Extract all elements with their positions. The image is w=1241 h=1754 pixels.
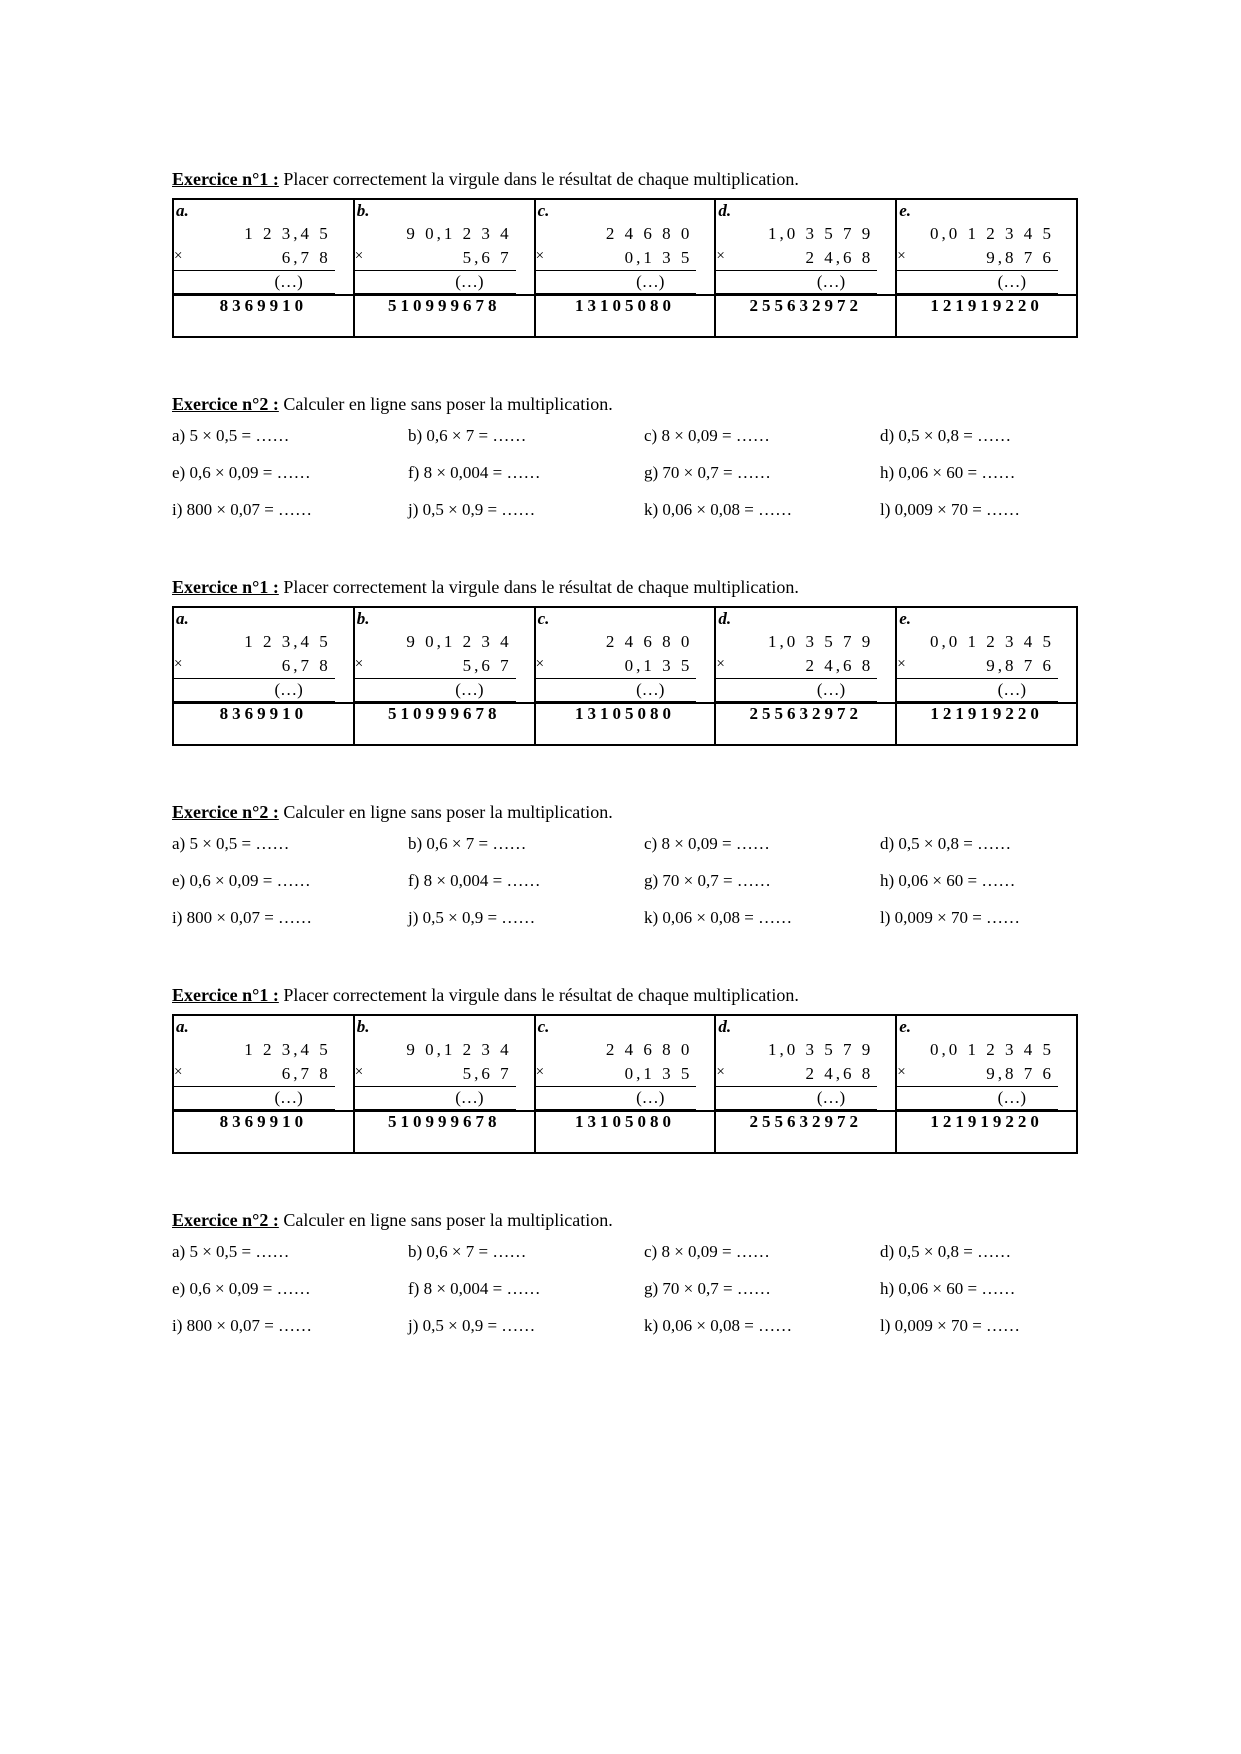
calc-item-d: d) 0,5 × 0,8 = ……	[880, 1241, 1012, 1261]
times-sign: ×	[716, 656, 725, 672]
times-sign: ×	[535, 1064, 545, 1080]
exercise2-copy-3	[172, 1207, 1080, 1344]
exercise2-title	[172, 391, 1080, 417]
rule-line	[174, 1086, 335, 1087]
mult-cell-a	[174, 608, 353, 702]
exercise2-label: Exercice n°2 :	[172, 802, 279, 822]
cell-letter: e.	[899, 609, 911, 628]
partial-products-placeholder: (…)	[636, 1088, 665, 1107]
factor1: 9 0,1 2 3 4	[406, 224, 512, 243]
factor2: 2 4,6 8	[805, 656, 874, 675]
mult-cell-b	[355, 1016, 534, 1110]
rule-line	[897, 270, 1058, 271]
rule-line	[716, 701, 877, 702]
factor1: 9 0,1 2 3 4	[406, 632, 512, 651]
cell-letter: e.	[899, 201, 911, 220]
factor1: 1 2 3,4 5	[244, 632, 331, 651]
calc-item-c: c) 8 × 0,09 = ……	[644, 1241, 770, 1261]
rule-line	[536, 1109, 697, 1110]
calc-item-f: f) 8 × 0,004 = ……	[408, 1278, 541, 1298]
partial-products-placeholder: (…)	[636, 272, 665, 291]
exercise2-title	[172, 799, 1080, 825]
factor2: 9,8 7 6	[986, 656, 1054, 675]
calc-item-e: e) 0,6 × 0,09 = ……	[172, 870, 311, 890]
times-sign: ×	[535, 656, 545, 672]
mult-cell-a	[174, 200, 353, 294]
rule-line	[536, 270, 697, 271]
calc-row	[172, 1307, 1080, 1344]
product-a: 8369910	[173, 295, 354, 337]
mult-cell-e	[897, 200, 1076, 294]
mult-cell-d	[716, 1016, 895, 1110]
calc-item-i: i) 800 × 0,07 = ……	[172, 907, 313, 927]
partial-products-placeholder: (…)	[274, 680, 303, 699]
product-c: 13105080	[535, 1111, 716, 1153]
factor2: 5,6 7	[462, 248, 512, 267]
factor1: 1 2 3,4 5	[244, 224, 331, 243]
factor1: 9 0,1 2 3 4	[406, 1040, 512, 1059]
product-a: 8369910	[173, 703, 354, 745]
mult-cell-e	[897, 1016, 1076, 1110]
product-d: 255632972	[715, 703, 896, 745]
rule-line	[174, 701, 335, 702]
exercise2-instruction: Calculer en ligne sans poser la multiplication.	[278, 802, 613, 822]
calc-row	[172, 491, 1080, 528]
factor1: 2 4 6 8 0	[605, 224, 693, 243]
calc-item-e: e) 0,6 × 0,09 = ……	[172, 462, 311, 482]
partial-products-placeholder: (…)	[274, 1088, 303, 1107]
product-b: 510999678	[354, 295, 535, 337]
mult-cell-d	[716, 608, 895, 702]
mult-cell-b	[355, 200, 534, 294]
factor1: 0,0 1 2 3 4 5	[930, 632, 1054, 651]
exercise1-label: Exercice n°1 :	[172, 577, 279, 597]
multiplication-table	[172, 198, 1078, 338]
rule-line	[897, 1109, 1058, 1110]
product-b: 510999678	[354, 1111, 535, 1153]
calc-item-i: i) 800 × 0,07 = ……	[172, 499, 313, 519]
calc-item-h: h) 0,06 × 60 = ……	[880, 462, 1016, 482]
calc-item-g: g) 70 × 0,7 = ……	[644, 870, 771, 890]
rule-line	[174, 270, 335, 271]
times-sign: ×	[174, 1064, 183, 1080]
cell-letter: c.	[537, 201, 550, 220]
mult-cell-c	[536, 608, 715, 702]
mult-cell-c	[536, 1016, 715, 1110]
times-sign: ×	[535, 248, 545, 264]
calc-item-j: j) 0,5 × 0,9 = ……	[408, 907, 536, 927]
calc-row	[172, 1270, 1080, 1307]
multiplication-table	[172, 606, 1078, 746]
times-sign: ×	[716, 1064, 725, 1080]
cell-letter: a.	[176, 201, 189, 220]
rule-line	[355, 293, 516, 294]
calc-item-a: a) 5 × 0,5 = ……	[172, 1241, 290, 1261]
exercise1-title	[172, 166, 1080, 192]
factor2: 0,1 3 5	[624, 1064, 693, 1083]
calc-row	[172, 899, 1080, 936]
rule-line	[716, 293, 877, 294]
exercise1-instruction: Placer correctement la virgule dans le résultat de chaque multiplication.	[278, 985, 799, 1005]
worksheet-copy-2	[172, 574, 1080, 746]
factor1: 2 4 6 8 0	[605, 1040, 693, 1059]
factor2: 6,7 8	[281, 248, 331, 267]
times-sign: ×	[897, 656, 906, 672]
partial-products-placeholder: (…)	[997, 1088, 1026, 1107]
exercise2-instruction: Calculer en ligne sans poser la multiplication.	[278, 394, 613, 414]
product-d: 255632972	[715, 1111, 896, 1153]
factor2: 5,6 7	[462, 656, 512, 675]
mult-cell-c	[536, 200, 715, 294]
calc-item-d: d) 0,5 × 0,8 = ……	[880, 425, 1012, 445]
cell-letter: d.	[718, 609, 732, 628]
calc-item-h: h) 0,06 × 60 = ……	[880, 870, 1016, 890]
product-d: 255632972	[715, 295, 896, 337]
rule-line	[536, 1086, 697, 1087]
partial-products-placeholder: (…)	[455, 680, 484, 699]
calc-item-b: b) 0,6 × 7 = ……	[408, 425, 527, 445]
partial-products-placeholder: (…)	[816, 1088, 846, 1107]
cell-letter: b.	[356, 201, 370, 220]
calc-row	[172, 417, 1080, 454]
calc-item-g: g) 70 × 0,7 = ……	[644, 1278, 771, 1298]
calc-item-a: a) 5 × 0,5 = ……	[172, 833, 290, 853]
partial-products-placeholder: (…)	[274, 272, 303, 291]
partial-products-placeholder: (…)	[816, 680, 846, 699]
times-sign: ×	[716, 248, 725, 264]
factor1: 0,0 1 2 3 4 5	[930, 224, 1054, 243]
calc-item-k: k) 0,06 × 0,08 = ……	[644, 907, 793, 927]
calc-item-j: j) 0,5 × 0,9 = ……	[408, 499, 536, 519]
rule-line	[355, 1109, 516, 1110]
times-sign: ×	[174, 656, 183, 672]
times-sign: ×	[354, 1064, 364, 1080]
times-sign: ×	[897, 248, 906, 264]
rule-line	[536, 701, 697, 702]
product-e: 121919220	[896, 703, 1077, 745]
rule-line	[355, 270, 516, 271]
calc-row	[172, 862, 1080, 899]
calc-item-i: i) 800 × 0,07 = ……	[172, 1315, 313, 1335]
rule-line	[716, 270, 877, 271]
rule-line	[355, 1086, 516, 1087]
factor1: 1 2 3,4 5	[244, 1040, 331, 1059]
calc-item-l: l) 0,009 × 70 = ……	[880, 499, 1021, 519]
rule-line	[716, 1086, 877, 1087]
exercise2-copy-1	[172, 391, 1080, 528]
multiplication-table	[172, 1014, 1078, 1154]
calc-item-g: g) 70 × 0,7 = ……	[644, 462, 771, 482]
partial-products-placeholder: (…)	[816, 272, 846, 291]
factor1: 2 4 6 8 0	[605, 632, 693, 651]
factor2: 0,1 3 5	[624, 248, 693, 267]
cell-letter: b.	[356, 609, 370, 628]
calc-item-f: f) 8 × 0,004 = ……	[408, 870, 541, 890]
factor2: 9,8 7 6	[986, 1064, 1054, 1083]
times-sign: ×	[354, 656, 364, 672]
calc-item-h: h) 0,06 × 60 = ……	[880, 1278, 1016, 1298]
cell-letter: a.	[176, 1017, 189, 1036]
product-a: 8369910	[173, 1111, 354, 1153]
calc-item-b: b) 0,6 × 7 = ……	[408, 1241, 527, 1261]
exercise1-title	[172, 982, 1080, 1008]
calc-item-k: k) 0,06 × 0,08 = ……	[644, 1315, 793, 1335]
cell-letter: d.	[718, 201, 732, 220]
partial-products-placeholder: (…)	[997, 272, 1026, 291]
calc-item-f: f) 8 × 0,004 = ……	[408, 462, 541, 482]
rule-line	[716, 678, 877, 679]
cell-letter: c.	[537, 609, 550, 628]
factor2: 6,7 8	[281, 656, 331, 675]
calc-item-e: e) 0,6 × 0,09 = ……	[172, 1278, 311, 1298]
rule-line	[536, 293, 697, 294]
calc-item-a: a) 5 × 0,5 = ……	[172, 425, 290, 445]
calc-item-k: k) 0,06 × 0,08 = ……	[644, 499, 793, 519]
factor2: 6,7 8	[281, 1064, 331, 1083]
product-c: 13105080	[535, 703, 716, 745]
exercise2-label: Exercice n°2 :	[172, 1210, 279, 1230]
partial-products-placeholder: (…)	[455, 1088, 484, 1107]
partial-products-placeholder: (…)	[997, 680, 1026, 699]
factor2: 0,1 3 5	[624, 656, 693, 675]
calc-item-j: j) 0,5 × 0,9 = ……	[408, 1315, 536, 1335]
calc-item-c: c) 8 × 0,09 = ……	[644, 425, 770, 445]
rule-line	[174, 293, 335, 294]
factor1: 1,0 3 5 7 9	[767, 632, 874, 651]
exercise2-label: Exercice n°2 :	[172, 394, 279, 414]
rule-line	[897, 1086, 1058, 1087]
rule-line	[897, 293, 1058, 294]
rule-line	[897, 678, 1058, 679]
cell-letter: d.	[718, 1017, 732, 1036]
factor1: 1,0 3 5 7 9	[767, 1040, 874, 1059]
calc-row	[172, 454, 1080, 491]
calc-item-c: c) 8 × 0,09 = ……	[644, 833, 770, 853]
factor2: 2 4,6 8	[805, 1064, 874, 1083]
times-sign: ×	[354, 248, 364, 264]
exercise1-title	[172, 574, 1080, 600]
calc-row	[172, 825, 1080, 862]
product-c: 13105080	[535, 295, 716, 337]
cell-letter: b.	[356, 1017, 370, 1036]
worksheet-copy-3	[172, 982, 1080, 1154]
product-e: 121919220	[896, 295, 1077, 337]
exercise2-copy-2	[172, 799, 1080, 936]
product-b: 510999678	[354, 703, 535, 745]
calc-item-d: d) 0,5 × 0,8 = ……	[880, 833, 1012, 853]
calc-item-l: l) 0,009 × 70 = ……	[880, 907, 1021, 927]
times-sign: ×	[174, 248, 183, 264]
rule-line	[174, 1109, 335, 1110]
mult-cell-a	[174, 1016, 353, 1110]
product-e: 121919220	[896, 1111, 1077, 1153]
factor1: 0,0 1 2 3 4 5	[930, 1040, 1054, 1059]
calc-row	[172, 1233, 1080, 1270]
times-sign: ×	[897, 1064, 906, 1080]
worksheet-copy-1	[172, 166, 1080, 338]
factor1: 1,0 3 5 7 9	[767, 224, 874, 243]
rule-line	[355, 678, 516, 679]
partial-products-placeholder: (…)	[455, 272, 484, 291]
mult-cell-b	[355, 608, 534, 702]
calc-item-b: b) 0,6 × 7 = ……	[408, 833, 527, 853]
exercise1-label: Exercice n°1 :	[172, 169, 279, 189]
factor2: 5,6 7	[462, 1064, 512, 1083]
exercise1-label: Exercice n°1 :	[172, 985, 279, 1005]
rule-line	[897, 701, 1058, 702]
mult-cell-e	[897, 608, 1076, 702]
rule-line	[174, 678, 335, 679]
partial-products-placeholder: (…)	[636, 680, 665, 699]
factor2: 9,8 7 6	[986, 248, 1054, 267]
calc-item-l: l) 0,009 × 70 = ……	[880, 1315, 1021, 1335]
exercise2-title	[172, 1207, 1080, 1233]
exercise1-instruction: Placer correctement la virgule dans le résultat de chaque multiplication.	[278, 169, 799, 189]
cell-letter: a.	[176, 609, 189, 628]
mult-cell-d	[716, 200, 895, 294]
cell-letter: e.	[899, 1017, 911, 1036]
rule-line	[716, 1109, 877, 1110]
rule-line	[355, 701, 516, 702]
exercise2-instruction: Calculer en ligne sans poser la multiplication.	[278, 1210, 613, 1230]
factor2: 2 4,6 8	[805, 248, 874, 267]
rule-line	[536, 678, 697, 679]
cell-letter: c.	[537, 1017, 550, 1036]
exercise1-instruction: Placer correctement la virgule dans le résultat de chaque multiplication.	[278, 577, 799, 597]
